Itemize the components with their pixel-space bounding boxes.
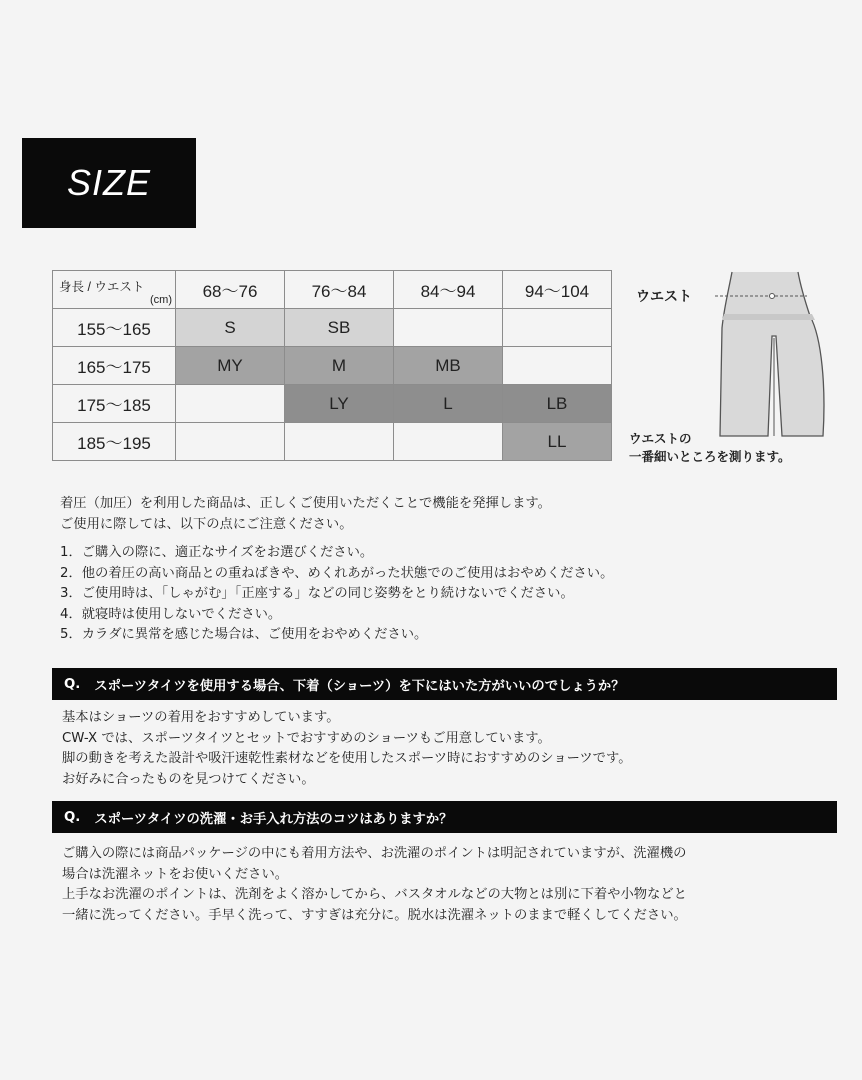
caution-list	[60, 543, 613, 646]
height-row-header: 155〜165	[53, 309, 176, 347]
size-chart-corner-cell	[53, 271, 176, 309]
size-chart-row	[53, 423, 612, 461]
intro-line: 着圧（加圧）を利用した商品は、正しくご使用いただくことで機能を発揮します。	[60, 496, 551, 511]
size-cell: S	[176, 309, 285, 347]
size-cell	[176, 423, 285, 461]
caution-item: 2．他の着圧の高い商品との重ねばきや、めくれあがった状態でのご使用はおやめください。	[60, 565, 614, 581]
waist-column-header: 84〜94	[394, 271, 503, 309]
caution-item: 4．就寝時は使用しないでください。	[60, 606, 282, 622]
usage-intro	[60, 494, 551, 535]
size-cell	[285, 423, 394, 461]
caution-item: 3．ご使用時は、「しゃがむ」「正座する」などの同じ姿勢をとり続けないでください。	[60, 586, 574, 601]
size-cell	[176, 385, 285, 423]
size-cell: MB	[394, 347, 503, 385]
size-chart-header-row	[53, 271, 612, 309]
faq-answer	[62, 708, 632, 790]
corner-label: 身長 / ウエスト	[59, 280, 145, 294]
question-mark-label: Q.	[64, 676, 81, 692]
corner-unit: (cm)	[150, 294, 172, 306]
question-text: スポーツタイツの洗濯・お手入れ方法のコツはありますか？	[94, 811, 453, 827]
waist-column-header: 68〜76	[176, 271, 285, 309]
faq-answer	[62, 844, 687, 926]
waist-column-header: 94〜104	[503, 271, 612, 309]
waist-note-line: 一番細いところを測ります。	[629, 449, 791, 464]
size-cell: M	[285, 347, 394, 385]
size-chart-row	[53, 347, 612, 385]
question-mark-label: Q.	[64, 809, 81, 825]
answer-line: 一緒に洗ってください。手早く洗って、すすぎは充分に。脱水は洗濯ネットのままで軽くしてください。	[62, 907, 687, 923]
answer-line: お好みに合ったものを見つけてください。	[62, 771, 315, 787]
answer-line: ご購入の際には商品パッケージの中にも着用方法や、お洗濯のポイントは明記されていますが、洗濯機の	[62, 846, 687, 861]
size-cell: SB	[285, 309, 394, 347]
size-cell: LY	[285, 385, 394, 423]
caution-item: 5．カラダに異常を感じた場合は、ご使用をおやめください。	[60, 627, 428, 642]
waist-measurement-note	[629, 430, 791, 466]
size-cell: LL	[503, 423, 612, 461]
faq-question-bar	[52, 801, 837, 833]
size-cell	[503, 309, 612, 347]
height-row-header: 175〜185	[53, 385, 176, 423]
waist-column-header: 76〜84	[285, 271, 394, 309]
size-cell: LB	[503, 385, 612, 423]
faq-question-bar	[52, 668, 837, 700]
height-row-header: 185〜195	[53, 423, 176, 461]
waist-note-line: ウエストの	[629, 431, 692, 446]
height-row-header: 165〜175	[53, 347, 176, 385]
size-chart-table	[52, 270, 612, 461]
waist-label: ウエスト	[636, 289, 692, 305]
answer-line: 脚の動きを考えた設計や吸汗速乾性素材などを使用したスポーツ時におすすめのショーツです。	[62, 751, 632, 766]
size-heading-badge	[22, 138, 196, 228]
size-cell	[394, 309, 503, 347]
answer-line: 基本はショーツの着用をおすすめしています。	[62, 710, 340, 725]
answer-line: 場合は洗濯ネットをお使いください。	[62, 866, 289, 882]
answer-line: 上手なお洗濯のポイントは、洗剤をよく溶かしてから、バスタオルなどの大物とは別に下着や小物などと	[62, 887, 687, 902]
intro-line: ご使用に際しては、以下の点にご注意ください。	[60, 516, 353, 532]
caution-item: 1．ご購入の際に、適正なサイズをお選びください。	[60, 545, 374, 560]
answer-line: CW-X では、スポーツタイツとセットでおすすめのショーツもご用意しています。	[62, 730, 551, 746]
size-chart-row	[53, 385, 612, 423]
size-cell: L	[394, 385, 503, 423]
size-chart-row	[53, 309, 612, 347]
size-cell	[503, 347, 612, 385]
size-cell	[394, 423, 503, 461]
question-text: スポーツタイツを使用する場合、下着（ショーツ）を下にはいた方がいいのでしょうか？	[94, 678, 625, 694]
size-heading-text: SIZE	[66, 162, 151, 203]
size-cell: MY	[176, 347, 285, 385]
